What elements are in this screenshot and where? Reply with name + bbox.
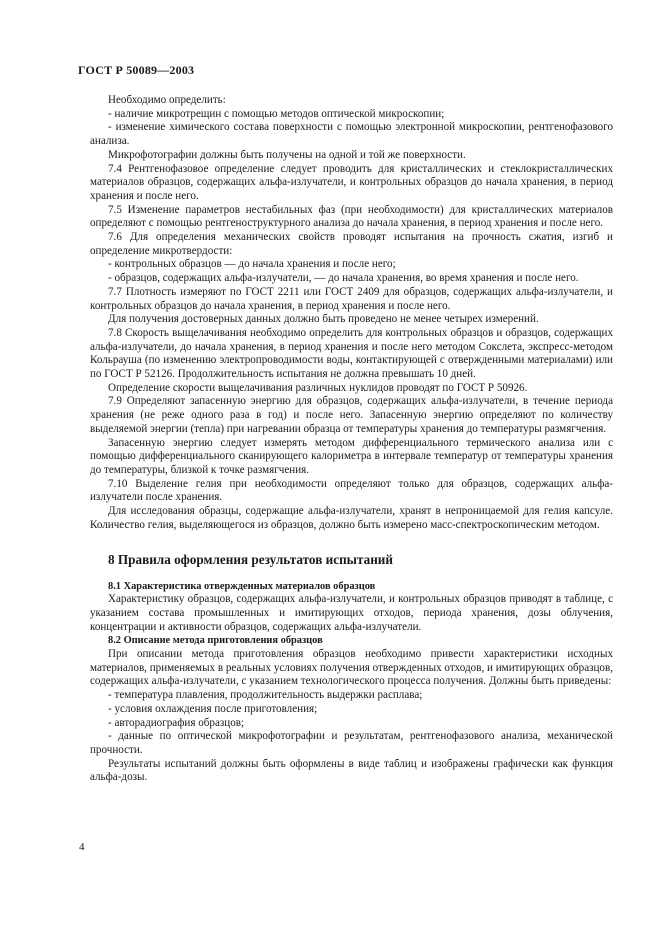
list-item: - образцов, содержащих альфа-излучатели, — до начала хранения, во время хранения и после него. <box>108 272 579 285</box>
paragraph: 7.7 Плотность измеряют по ГОСТ 2211 или ГОСТ 2409 для образцов, содержащих альфа-излучатели, и контрольных образцов до начала хранения, в период хранения и после него. <box>90 285 613 312</box>
document-body <box>90 94 613 785</box>
paragraph: Результаты испытаний должны быть оформлены в виде таблиц и изображены графически как функция альфа-дозы. <box>90 757 613 784</box>
list-item: - температура плавления, продолжительность выдержки расплава; <box>108 689 423 702</box>
paragraph: 7.5 Изменение параметров нестабильных фаз (при необходимости) для кристаллических материалов определяют с помощью рентгеноструктурного анализа до начала хранения, в период хранения и после него. <box>90 203 613 230</box>
paragraph: Микрофотографии должны быть получены на одной и той же поверхности. <box>108 148 466 161</box>
subsection-heading: 8.2 Описание метода приготовления образцов <box>108 635 323 647</box>
paragraph: 7.10 Выделение гелия при необходимости определяют только для образцов, содержащих альфа-излучатели после хранения. <box>90 477 613 504</box>
list-item: - данные по оптической микрофотографии и результатам, рентгенофазового анализа, механической прочности. <box>90 730 613 756</box>
section-heading: 8 Правила оформления результатов испытаний <box>108 551 393 567</box>
paragraph: Определение скорости выщелачивания различных нуклидов проводят по ГОСТ Р 50926. <box>108 381 528 394</box>
paragraph: 7.8 Скорость выщелачивания необходимо определить для контрольных образцов и образцов, содержащих альфа-излучатели, до начала хранения, в период хранения и после него методом Сокслета, экспресс-методом Кольрауша (по изменению электропроводимости воды, контактирующей с отвержденными материалами) или по ГОСТ Р 52126. Продолжительность испытания не должна превышать 10 дней. <box>90 326 613 381</box>
paragraph: 7.4 Рентгенофазовое определение следует проводить для кристаллических и стеклокристаллических материалов образцов, содержащих альфа-излучатели, и контрольных образцов до начала хранения, в период хранения и после него. <box>90 162 613 202</box>
paragraph: Необходимо определить: <box>108 94 226 106</box>
paragraph: Для исследования образцы, содержащие альфа-излучатели, хранят в непроницаемой для гелия капсуле. Количество гелия, выделяющегося из образцов, должно быть измерено масс-спектроскопическим методом. <box>90 505 613 531</box>
paragraph: Характеристику образцов, содержащих альфа-излучатели, и контрольных образцов приводят в таблице, с указанием состава промышленных и имитирующих отходов, периода хранения, дозы облучения, концентрации и активности образцов, содержащих альфа-излучатели. <box>90 593 613 633</box>
list-item: - контрольных образцов — до начала хранения и после него; <box>108 258 396 271</box>
page-number: 4 <box>79 841 85 853</box>
list-item: - изменение химического состава поверхности с помощью электронной микроскопии, рентгенофазового анализа. <box>90 121 613 148</box>
document-header: ГОСТ Р 50089—2003 <box>78 63 195 77</box>
paragraph: 7.6 Для определения механических свойств проводят испытания на прочность сжатия, изгиб и определение микротвердости: <box>90 231 613 257</box>
subsection-heading: 8.1 Характеристика отвержденных материалов образцов <box>108 580 376 592</box>
paragraph: При описании метода приготовления образцов необходимо привести характеристики исходных материалов, применяемых в реальных условиях получения отвержденных отходов, и имитирующих образцов, содержащих альфа-излучатели, с указанием технологического процесса получения. Должны быть приведены: <box>90 648 613 688</box>
list-item: - наличие микротрещин с помощью методов оптической микроскопии; <box>108 107 445 120</box>
list-item: - авторадиография образцов; <box>108 716 245 729</box>
list-item: - условия охлаждения после приготовления; <box>108 702 318 715</box>
paragraph: 7.9 Определяют запасенную энергию для образцов, содержащих альфа-излучатели, в течение периода хранения (не реже одного раза в год) и после него. Запасенную энергию определяют по количеству выделяемой энергии (тепла) при нагревании образца от температуры хранения до температуры размягчения. <box>90 395 613 435</box>
paragraph: Для получения достоверных данных должно быть проведено не менее четырех измерений. <box>108 313 539 326</box>
paragraph: Запасенную энергию следует измерять методом дифференциального термического анализа или с помощью дифференциального сканирующего калориметра в интервале температур от температуры хранения до температуры, близкой к точке размягчения. <box>90 436 613 476</box>
